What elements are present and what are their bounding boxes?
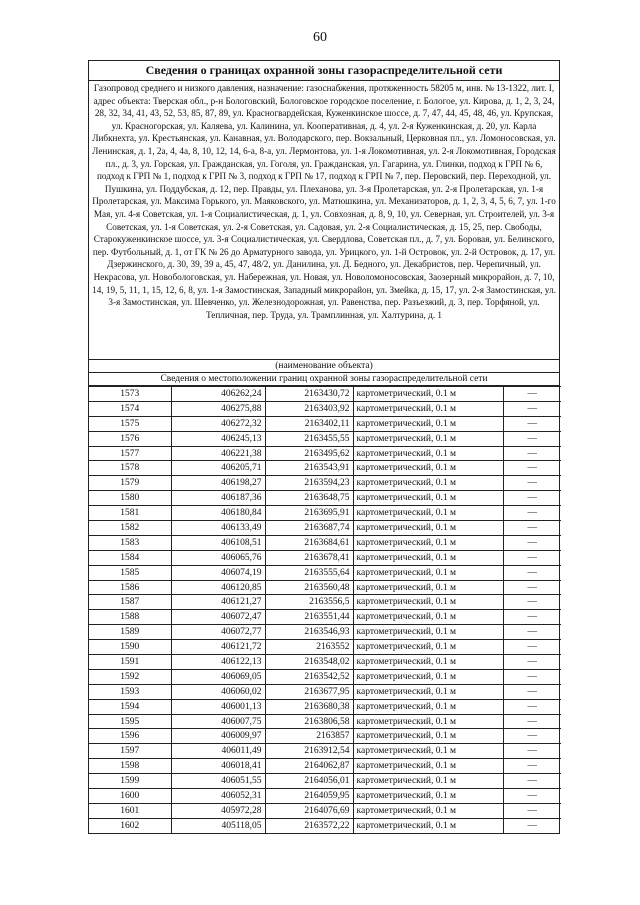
location-heading: Сведения о местоположении границ охранной зоны газораспределительной сети <box>89 373 559 386</box>
description-cell: — <box>503 446 561 461</box>
method-cell: картометрический, 0.1 м <box>353 401 503 416</box>
description-cell: — <box>503 506 561 521</box>
x-coordinate-cell: 406001,13 <box>171 699 265 714</box>
point-number-cell: 1594 <box>89 699 171 714</box>
description-cell: — <box>503 655 561 670</box>
y-coordinate-cell: 2164062,87 <box>265 759 353 774</box>
x-coordinate-cell: 406069,05 <box>171 669 265 684</box>
point-number-cell: 1597 <box>89 744 171 759</box>
y-coordinate-cell: 2164076,69 <box>265 803 353 818</box>
y-coordinate-cell: 2163806,58 <box>265 714 353 729</box>
point-number-cell: 1596 <box>89 729 171 744</box>
description-cell: — <box>503 401 561 416</box>
description-cell: — <box>503 416 561 431</box>
description-cell: — <box>503 744 561 759</box>
x-coordinate-cell: 406180,84 <box>171 506 265 521</box>
description-cell: — <box>503 550 561 565</box>
point-number-cell: 1586 <box>89 580 171 595</box>
x-coordinate-cell: 406133,49 <box>171 521 265 536</box>
y-coordinate-cell: 2163912,54 <box>265 744 353 759</box>
point-number-cell: 1574 <box>89 401 171 416</box>
y-coordinate-cell: 2163551,44 <box>265 610 353 625</box>
method-cell: картометрический, 0.1 м <box>353 789 503 804</box>
y-coordinate-cell: 2163687,74 <box>265 521 353 536</box>
x-coordinate-cell: 406205,71 <box>171 461 265 476</box>
x-coordinate-cell: 406120,85 <box>171 580 265 595</box>
point-number-cell: 1592 <box>89 669 171 684</box>
description-cell: — <box>503 521 561 536</box>
description-cell: — <box>503 595 561 610</box>
description-cell: — <box>503 714 561 729</box>
table-row <box>89 610 561 625</box>
y-coordinate-cell: 2163402,11 <box>265 416 353 431</box>
description-cell: — <box>503 699 561 714</box>
point-number-cell: 1584 <box>89 550 171 565</box>
point-number-cell: 1577 <box>89 446 171 461</box>
x-coordinate-cell: 406009,97 <box>171 729 265 744</box>
point-number-cell: 1595 <box>89 714 171 729</box>
point-number-cell: 1600 <box>89 789 171 804</box>
point-number-cell: 1575 <box>89 416 171 431</box>
method-cell: картометрический, 0.1 м <box>353 669 503 684</box>
point-number-cell: 1602 <box>89 818 171 833</box>
section-title: Сведения о границах охранной зоны газораспределительной сети <box>89 61 559 81</box>
method-cell: картометрический, 0.1 м <box>353 506 503 521</box>
point-number-cell: 1581 <box>89 506 171 521</box>
method-cell: картометрический, 0.1 м <box>353 461 503 476</box>
y-coordinate-cell: 2164059,95 <box>265 789 353 804</box>
table-row <box>89 565 561 580</box>
y-coordinate-cell: 2163548,02 <box>265 655 353 670</box>
method-cell: картометрический, 0.1 м <box>353 729 503 744</box>
method-cell: картометрический, 0.1 м <box>353 684 503 699</box>
table-row <box>89 625 561 640</box>
description-cell: — <box>503 610 561 625</box>
point-number-cell: 1583 <box>89 535 171 550</box>
point-number-cell: 1579 <box>89 476 171 491</box>
x-coordinate-cell: 406007,75 <box>171 714 265 729</box>
table-row <box>89 387 561 402</box>
method-cell: картометрический, 0.1 м <box>353 535 503 550</box>
x-coordinate-cell: 406262,24 <box>171 387 265 402</box>
y-coordinate-cell: 2163542,52 <box>265 669 353 684</box>
y-coordinate-cell: 2163455,55 <box>265 431 353 446</box>
y-coordinate-cell: 2163594,23 <box>265 476 353 491</box>
x-coordinate-cell: 406072,47 <box>171 610 265 625</box>
table-row <box>89 401 561 416</box>
x-coordinate-cell: 405972,28 <box>171 803 265 818</box>
x-coordinate-cell: 406272,32 <box>171 416 265 431</box>
method-cell: картометрический, 0.1 м <box>353 759 503 774</box>
method-cell: картометрический, 0.1 м <box>353 774 503 789</box>
y-coordinate-cell: 2163677,95 <box>265 684 353 699</box>
method-cell: картометрический, 0.1 м <box>353 699 503 714</box>
x-coordinate-cell: 406065,76 <box>171 550 265 565</box>
point-number-cell: 1587 <box>89 595 171 610</box>
x-coordinate-cell: 406121,72 <box>171 640 265 655</box>
description-cell: — <box>503 640 561 655</box>
y-coordinate-cell: 2163857 <box>265 729 353 744</box>
y-coordinate-cell: 2163560,48 <box>265 580 353 595</box>
table-row <box>89 640 561 655</box>
table-row <box>89 655 561 670</box>
method-cell: картометрический, 0.1 м <box>353 446 503 461</box>
description-cell: — <box>503 476 561 491</box>
table-row <box>89 729 561 744</box>
method-cell: картометрический, 0.1 м <box>353 565 503 580</box>
description-cell: — <box>503 461 561 476</box>
y-coordinate-cell: 2163495,62 <box>265 446 353 461</box>
point-number-cell: 1598 <box>89 759 171 774</box>
x-coordinate-cell: 406052,31 <box>171 789 265 804</box>
method-cell: картометрический, 0.1 м <box>353 491 503 506</box>
x-coordinate-cell: 406187,36 <box>171 491 265 506</box>
table-row <box>89 714 561 729</box>
y-coordinate-cell: 2163403,92 <box>265 401 353 416</box>
table-row <box>89 759 561 774</box>
point-number-cell: 1576 <box>89 431 171 446</box>
x-coordinate-cell: 406074,19 <box>171 565 265 580</box>
description-cell: — <box>503 759 561 774</box>
description-cell: — <box>503 535 561 550</box>
method-cell: картометрический, 0.1 м <box>353 610 503 625</box>
description-cell: — <box>503 580 561 595</box>
x-coordinate-cell: 406018,41 <box>171 759 265 774</box>
y-coordinate-cell: 2163546,93 <box>265 625 353 640</box>
y-coordinate-cell: 2163572,22 <box>265 818 353 833</box>
table-row <box>89 744 561 759</box>
boundary-info-table <box>88 60 560 834</box>
x-coordinate-cell: 405118,05 <box>171 818 265 833</box>
description-cell: — <box>503 803 561 818</box>
description-cell: — <box>503 625 561 640</box>
y-coordinate-cell: 2164056,01 <box>265 774 353 789</box>
point-number-cell: 1582 <box>89 521 171 536</box>
table-row <box>89 789 561 804</box>
method-cell: картометрический, 0.1 м <box>353 580 503 595</box>
y-coordinate-cell: 2163552 <box>265 640 353 655</box>
method-cell: картометрический, 0.1 м <box>353 431 503 446</box>
table-row <box>89 446 561 461</box>
table-row <box>89 491 561 506</box>
method-cell: картометрический, 0.1 м <box>353 744 503 759</box>
method-cell: картометрический, 0.1 м <box>353 595 503 610</box>
x-coordinate-cell: 406072,77 <box>171 625 265 640</box>
table-row <box>89 595 561 610</box>
x-coordinate-cell: 406011,49 <box>171 744 265 759</box>
description-cell: — <box>503 684 561 699</box>
table-row <box>89 535 561 550</box>
table-row <box>89 699 561 714</box>
coordinates-table <box>89 386 561 833</box>
x-coordinate-cell: 406060,02 <box>171 684 265 699</box>
y-coordinate-cell: 2163678,41 <box>265 550 353 565</box>
method-cell: картометрический, 0.1 м <box>353 640 503 655</box>
description-cell: — <box>503 774 561 789</box>
table-row <box>89 669 561 684</box>
description-cell: — <box>503 491 561 506</box>
y-coordinate-cell: 2163430,72 <box>265 387 353 402</box>
description-cell: — <box>503 789 561 804</box>
point-number-cell: 1601 <box>89 803 171 818</box>
table-row <box>89 521 561 536</box>
x-coordinate-cell: 406221,38 <box>171 446 265 461</box>
point-number-cell: 1585 <box>89 565 171 580</box>
x-coordinate-cell: 406275,88 <box>171 401 265 416</box>
point-number-cell: 1573 <box>89 387 171 402</box>
table-row <box>89 506 561 521</box>
table-row <box>89 774 561 789</box>
table-row <box>89 803 561 818</box>
table-row <box>89 461 561 476</box>
method-cell: картометрический, 0.1 м <box>353 521 503 536</box>
object-name-caption: (наименование объекта) <box>89 360 559 373</box>
description-cell: — <box>503 729 561 744</box>
point-number-cell: 1578 <box>89 461 171 476</box>
x-coordinate-cell: 406245,13 <box>171 431 265 446</box>
x-coordinate-cell: 406108,51 <box>171 535 265 550</box>
y-coordinate-cell: 2163543,91 <box>265 461 353 476</box>
table-row <box>89 431 561 446</box>
y-coordinate-cell: 2163555,64 <box>265 565 353 580</box>
y-coordinate-cell: 2163680,38 <box>265 699 353 714</box>
table-row <box>89 550 561 565</box>
method-cell: картометрический, 0.1 м <box>353 387 503 402</box>
description-cell: — <box>503 669 561 684</box>
point-number-cell: 1588 <box>89 610 171 625</box>
method-cell: картометрический, 0.1 м <box>353 818 503 833</box>
object-description: Газопровод среднего и низкого давления, назначение: газоснабжения, протяженность 58205 м, инв. № 13-1322, лит. I, адрес объекта: Тверская обл., р-н Бологовский, Бологовское городское поселение, г. Бологое, ул. Кирова, д. 1, 2, 3, 24, 28, 32, 34, 41, 43, 52, 53, 85, 87, 89, ул. Красногвардейская, Куженкинское шоссе, д. 7, 47, 44, 45, 48, 46, ул. Крупская, ул. Красногорская, ул. Каляева, ул. Калинина, ул. Кооперативная, д. 4, ул. 2-я Куженкинская, д. 20, ул. Карла Либкнехта, ул. Крестьянская, ул. Канавная, ул. Володарского, пер. Вокзальный, Церковная пл., ул. Ломоносовская, ул. Ленинская, д. 1, 2а, 4, 4а, 8, 10, 12, 14, 6-а, 8-а, ул. Лермонтова, ул. 1-я Локомотивная, ул. 2-я Локомотивная, Городская пл., д. 3, ул. Горская, ул. Гражданская, ул. Гоголя, ул. Гражданская, ул. Гагарина, ул. Глинки, подход к ГРП № 6, подход к ГРП № 1, подход к ГРП № 3, подход к ГРП № 17, подход к ГРП № 7, пер. Перовский, пер. Переходной, ул. Пушкина, ул. Поддубская, д. 12, пер. Правды, ул. Плеханова, ул. 3-я Пролетарская, ул. 2-я Пролетарская, ул. 1-я Пролетарская, ул. Максима Горького, ул. Маяковского, ул. Матюшкина, ул. Механизаторов, д. 1, 2, 3, 4, 5, 6, 7, ул. 1-го Мая, ул. 4-я Советская, ул. 1-я Социалистическая, д. 1, ул. Совхозная, д. 8, 9, 10, ул. Северная, ул. Строителей, ул. 3-я Советская, ул. 1-я Советская, ул. 2-я Советская, ул. Садовая, ул. 2-я Социалистическая, д. 15, 25, пер. Свободы, Старокуженкинское шоссе, ул. 3-я Социалистическая, ул. Свердлова, Советская пл., д. 7, ул. Боровая, ул. Белинского, пер. Футбольный, д. 1, от ГК № 26 до Арматурного завода, ул. Урицкого, ул. 1-й Островок, ул. 2-й Островок, д. 17, ул. Дзержинского, д. 30, 39, 39 а, 45, 47, 48/2, ул. Данилина, ул. Д. Бедного, ул. Декабристов, пер. Черепичный, ул. Некрасова, ул. Новобологовская, ул. Набережная, ул. Новая, ул. Новоломоносовская, Заозерный микрорайон, д. 7, 10, 14, 19, 5, 11, 1, 15, 12, 6, 8, ул. 1-я Замостинская, Западный микрорайон, ул. Змейка, д. 15, 17, ул. 2-я Замостинская, ул. 3-я Замостинская, ул. Шевченко, ул. Железнодорожная, ул. Равенства, пер. Разъезжий, д. 3, пер. Торфяной, ул. Тепличная, пер. Труда, ул. Трамплинная, ул. Халтурина, д. 1 <box>89 81 559 360</box>
description-cell: — <box>503 431 561 446</box>
description-cell: — <box>503 818 561 833</box>
table-row <box>89 818 561 833</box>
table-row <box>89 684 561 699</box>
y-coordinate-cell: 2163684,61 <box>265 535 353 550</box>
y-coordinate-cell: 2163556,5 <box>265 595 353 610</box>
table-row <box>89 416 561 431</box>
point-number-cell: 1591 <box>89 655 171 670</box>
point-number-cell: 1590 <box>89 640 171 655</box>
point-number-cell: 1599 <box>89 774 171 789</box>
description-cell: — <box>503 565 561 580</box>
point-number-cell: 1593 <box>89 684 171 699</box>
page-number: 60 <box>313 30 327 45</box>
x-coordinate-cell: 406121,27 <box>171 595 265 610</box>
y-coordinate-cell: 2163648,75 <box>265 491 353 506</box>
method-cell: картометрический, 0.1 м <box>353 803 503 818</box>
y-coordinate-cell: 2163695,91 <box>265 506 353 521</box>
description-cell: — <box>503 387 561 402</box>
method-cell: картометрический, 0.1 м <box>353 416 503 431</box>
x-coordinate-cell: 406051,55 <box>171 774 265 789</box>
point-number-cell: 1580 <box>89 491 171 506</box>
method-cell: картометрический, 0.1 м <box>353 625 503 640</box>
point-number-cell: 1589 <box>89 625 171 640</box>
x-coordinate-cell: 406198,27 <box>171 476 265 491</box>
x-coordinate-cell: 406122,13 <box>171 655 265 670</box>
method-cell: картометрический, 0.1 м <box>353 714 503 729</box>
table-row <box>89 580 561 595</box>
method-cell: картометрический, 0.1 м <box>353 655 503 670</box>
method-cell: картометрический, 0.1 м <box>353 476 503 491</box>
method-cell: картометрический, 0.1 м <box>353 550 503 565</box>
table-row <box>89 476 561 491</box>
